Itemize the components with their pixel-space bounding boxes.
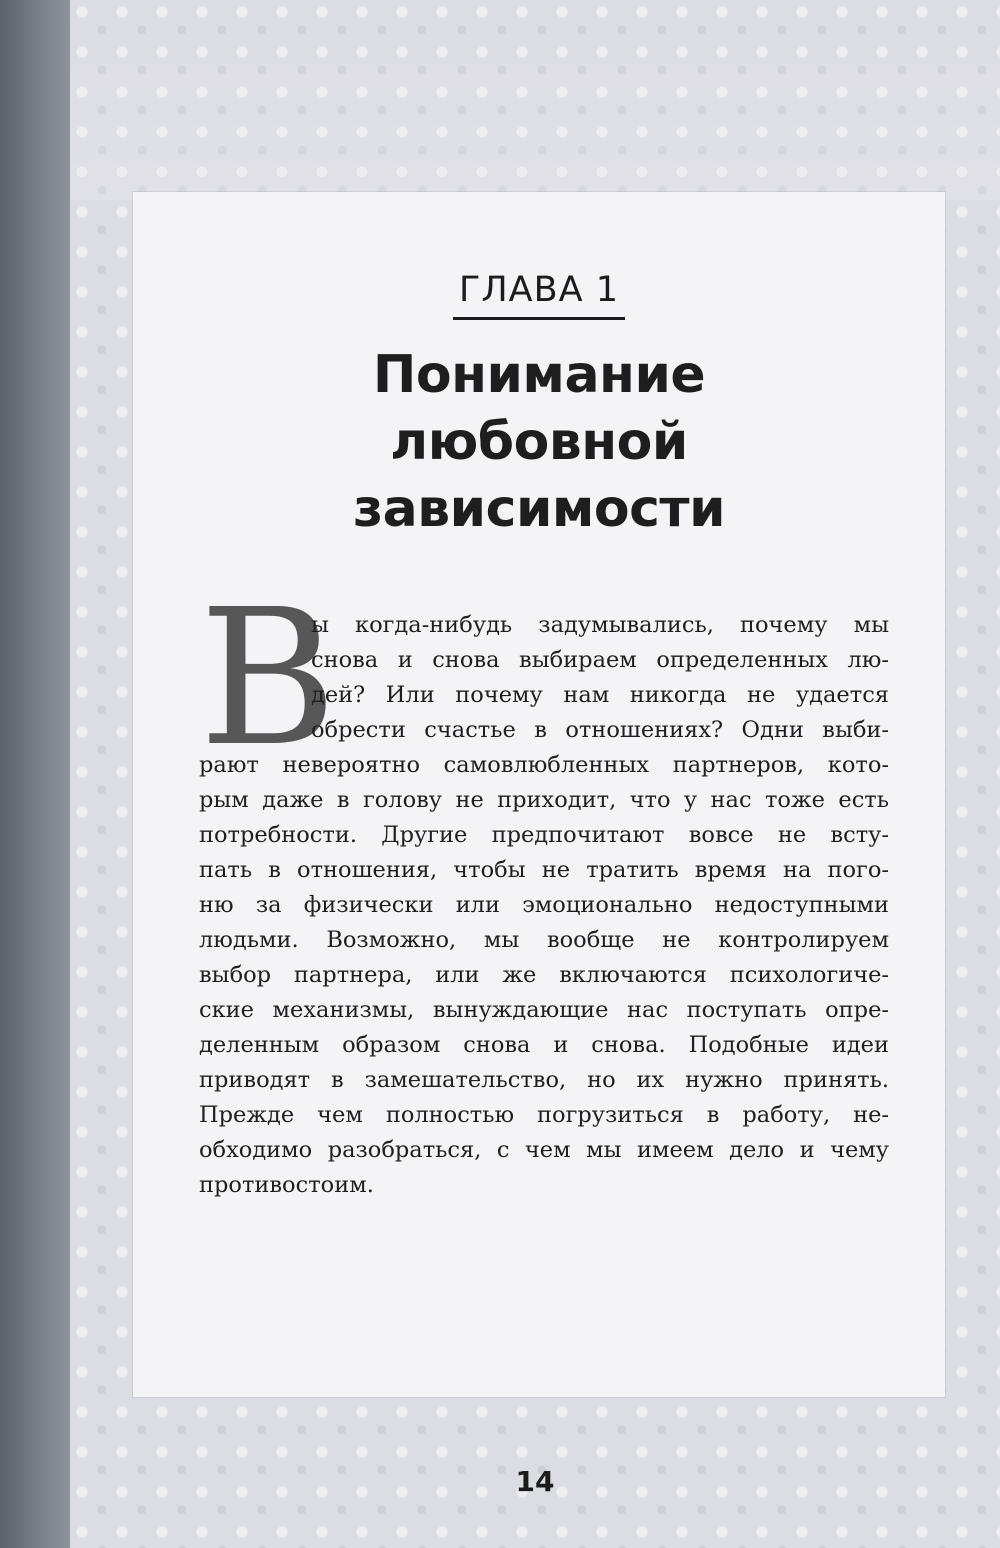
body-text-line: обрести счастье в отношениях? Одни выби- bbox=[311, 717, 889, 743]
body-text-line: дей? Или почему нам никогда не удается bbox=[311, 682, 889, 708]
drop-cap-letter: В bbox=[199, 569, 338, 788]
body-text-line: ы когда-нибудь задумывались, почему мы bbox=[311, 612, 889, 638]
body-text-line: ские механизмы, вынуждающие нас поступать опре- bbox=[199, 997, 889, 1023]
content-panel bbox=[133, 192, 945, 1397]
chapter-title-line: любовной bbox=[390, 412, 688, 472]
body-text-line: выбор партнера, или же включаются психологиче- bbox=[199, 962, 889, 988]
body-text-line: пать в отношения, чтобы не тратить время на пого- bbox=[199, 857, 889, 883]
body-text-line: рым даже в голову не приходит, что у нас тоже есть bbox=[199, 787, 889, 813]
body-text-line: потребности. Другие предпочитают вовсе не всту- bbox=[199, 822, 889, 848]
body-text-line: людьми. Возможно, мы вообще не контролируем bbox=[199, 927, 889, 953]
body-text-line: деленным образом снова и снова. Подобные идеи bbox=[199, 1032, 889, 1058]
chapter-label bbox=[133, 270, 945, 320]
pattern-fade bbox=[70, 0, 1000, 200]
body-text-line: ню за физически или эмоционально недоступными bbox=[199, 892, 889, 918]
body-text-line: обходимо разобраться, с чем мы имеем дело и чему bbox=[199, 1137, 889, 1163]
body-text-line: противостоим. bbox=[199, 1172, 374, 1198]
body-text-line: Прежде чем полностью погрузиться в работу, не- bbox=[199, 1102, 889, 1128]
body-text-line: рают невероятно самовлюбленных партнеров, кото- bbox=[199, 752, 889, 778]
book-spine-edge bbox=[0, 0, 70, 1548]
chapter-label-text: ГЛАВА 1 bbox=[453, 270, 625, 320]
chapter-title-line: зависимости bbox=[352, 479, 726, 539]
page-number: 14 bbox=[515, 1465, 555, 1498]
chapter-title bbox=[133, 342, 945, 543]
chapter-title-line: Понимание bbox=[372, 345, 706, 405]
body-text-line: приводят в замешательство, но их нужно принять. bbox=[199, 1067, 889, 1093]
body-text-line: снова и снова выбираем определенных лю- bbox=[311, 647, 889, 673]
